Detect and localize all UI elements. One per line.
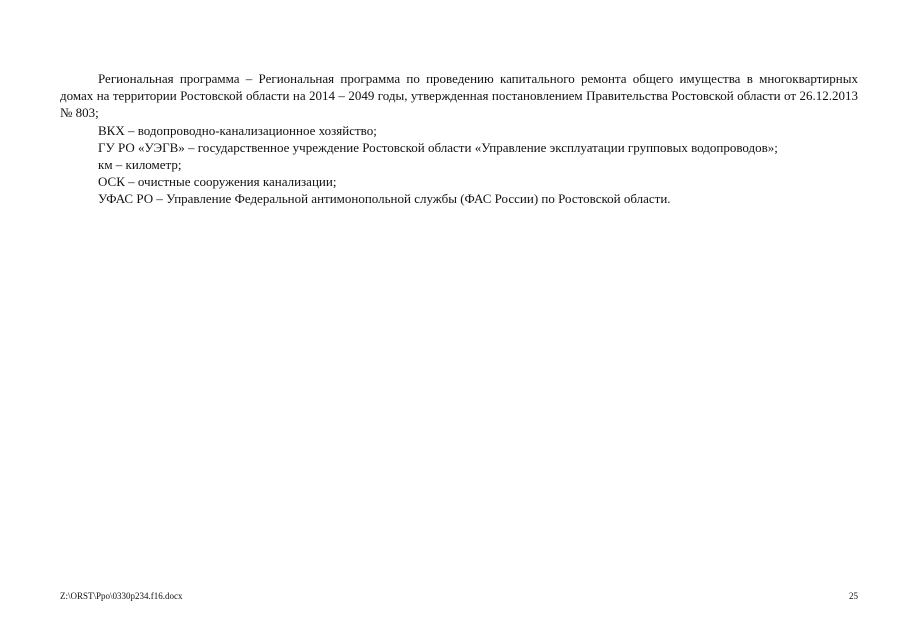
document-body xyxy=(60,70,858,208)
footer-page-number: 25 xyxy=(849,591,858,601)
paragraph-vkh: ВКХ – водопроводно-канализационное хозяйство; xyxy=(98,122,377,138)
paragraph-km: км – километр; xyxy=(98,157,182,173)
paragraph-gu-ro-uegv: ГУ РО «УЭГВ» – государственное учреждение Ростовской области «Управление эксплуатации групповых водопроводов»; xyxy=(98,139,778,155)
footer-file-path: Z:\ORST\Ppo\0330p234.f16.docx xyxy=(60,591,183,601)
paragraph-osk: ОСК – очистные сооружения канализации; xyxy=(98,174,337,190)
paragraph-ufas-ro: УФАС РО – Управление Федеральной антимонопольной службы (ФАС России) по Ростовской области. xyxy=(98,191,671,207)
paragraph-regional-program: Региональная программа – Региональная программа по проведению капитального ремонта общего имущества в многоквартирных домах на территории Ростовской области на 2014 – 2049 годы, утвержденная постановлением Правительства Ростовской области от 26.12.2013 № 803; xyxy=(60,71,858,121)
